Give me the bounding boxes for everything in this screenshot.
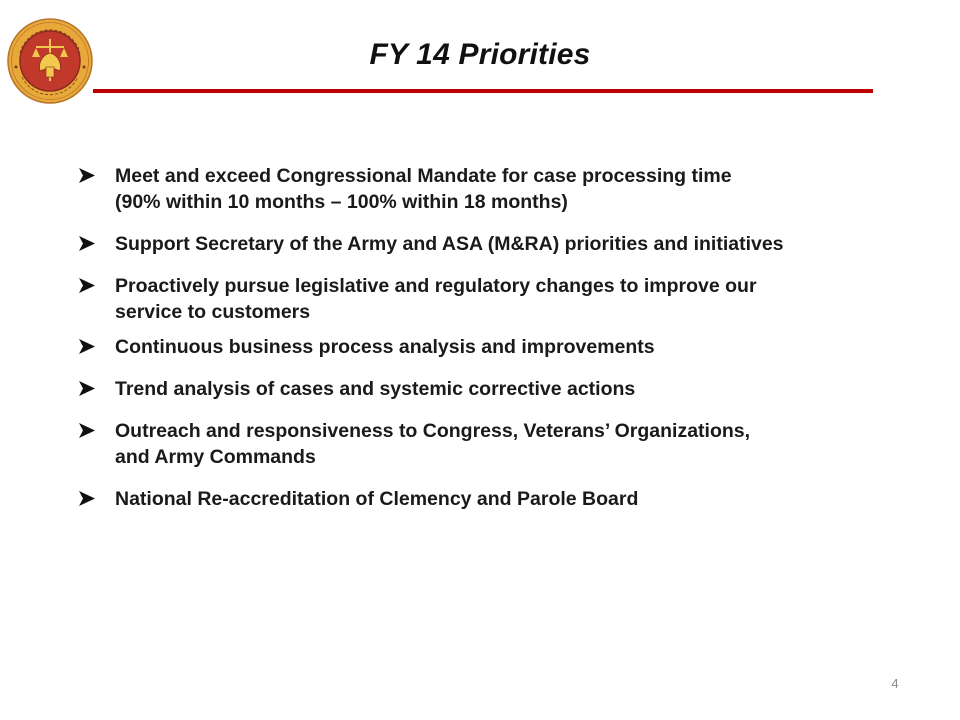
bullet-text: (90% within 10 months – 100% within 18 months) (115, 191, 568, 213)
slide-title: FY 14 Priorities (369, 38, 591, 71)
arrowhead-bullet-icon (78, 490, 96, 507)
list-item (78, 334, 938, 360)
arrowhead-bullet-icon (78, 277, 96, 294)
arrowhead-bullet-icon (78, 235, 96, 252)
bullet-text: Continuous business process analysis and improvements (115, 336, 655, 358)
bullet-text: and Army Commands (115, 446, 316, 468)
bullet-text: service to customers (115, 301, 311, 323)
list-item (78, 376, 938, 402)
bullet-text: Meet and exceed Congressional Mandate for case processing time (115, 165, 732, 187)
title-underline (93, 89, 873, 93)
list-item (78, 163, 938, 215)
arrowhead-bullet-icon (78, 338, 96, 355)
arrowhead-bullet-icon (78, 167, 96, 184)
list-item (78, 231, 938, 257)
list-item (78, 418, 938, 470)
bullet-text: Proactively pursue legislative and regulatory changes to improve our (115, 275, 757, 297)
list-item (78, 273, 938, 325)
bullet-text: National Re-accreditation of Clemency and Parole Board (115, 488, 639, 510)
page-number: 4 (891, 676, 899, 691)
bullet-text: Outreach and responsiveness to Congress, Veterans’ Organizations, (115, 420, 751, 442)
bullet-text: Trend analysis of cases and systemic corrective actions (115, 378, 636, 400)
list-item (78, 486, 938, 512)
bullet-text: Support Secretary of the Army and ASA (M&RA) priorities and initiatives (115, 233, 784, 255)
arrowhead-bullet-icon (78, 422, 96, 439)
priorities-list (78, 163, 938, 528)
arrowhead-bullet-icon (78, 380, 96, 397)
